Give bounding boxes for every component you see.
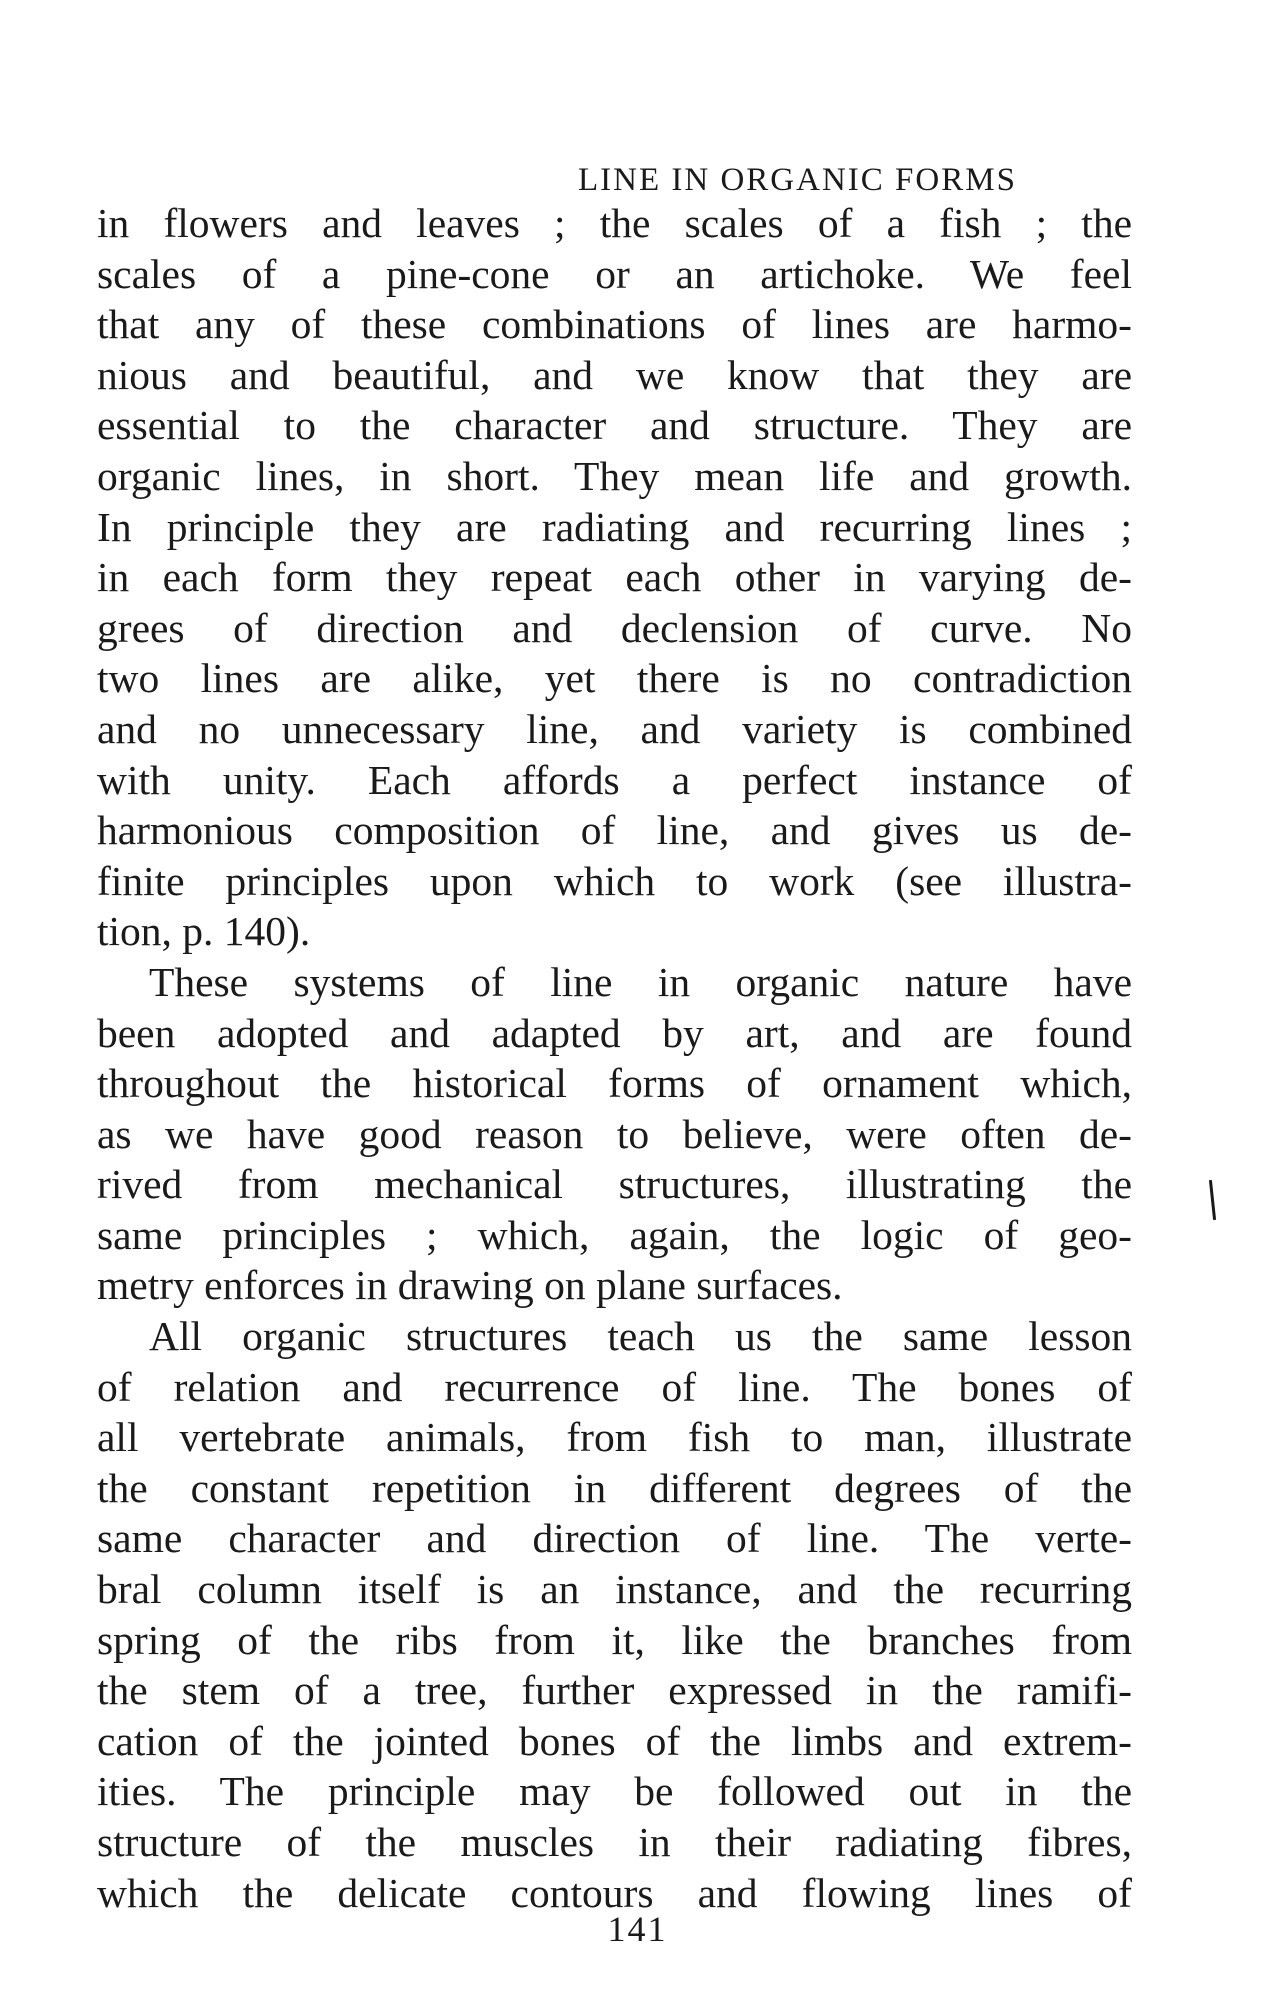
text-line: the constant repetition in different degrees of the	[97, 1464, 1132, 1511]
text-line: harmonious composition of line, and gives us de-	[97, 807, 1132, 854]
text-line: finite principles upon which to work (see illustra-	[97, 857, 1132, 904]
text-line: rived from mechanical structures, illustrating the	[97, 1161, 1132, 1208]
body-text	[97, 198, 1132, 1918]
running-head: LINE IN ORGANIC FORMS	[578, 162, 1017, 198]
text-line: throughout the historical forms of ornament which,	[97, 1060, 1132, 1107]
text-line: which the delicate contours and flowing lines of	[97, 1869, 1132, 1916]
text-line: scales of a pine-cone or an artichoke. We feel	[97, 250, 1132, 297]
text-line: same principles ; which, again, the logic of geo-	[97, 1211, 1132, 1258]
text-line: metry enforces in drawing on plane surfaces.	[97, 1262, 843, 1309]
text-line: structure of the muscles in their radiating fibres,	[97, 1819, 1132, 1865]
text-line: in flowers and leaves ; the scales of a fish ; the	[97, 200, 1132, 246]
text-line: same character and direction of line. The verte-	[97, 1515, 1132, 1562]
text-line: grees of direction and declension of curve. No	[97, 604, 1132, 651]
margin-mark	[1209, 1180, 1216, 1220]
text-line: ities. The principle may be followed out in the	[97, 1768, 1132, 1815]
text-line: as we have good reason to believe, were often de-	[97, 1110, 1132, 1157]
text-line: been adopted and adapted by art, and are found	[97, 1009, 1132, 1056]
text-line: bral column itself is an instance, and the recurring	[97, 1566, 1132, 1613]
text-line: with unity. Each affords a perfect instance of	[97, 756, 1132, 803]
page-number: 141	[607, 1909, 668, 1949]
text-line: all vertebrate animals, from fish to man, illustrate	[97, 1414, 1132, 1461]
text-line: cation of the jointed bones of the limbs and extrem-	[97, 1717, 1132, 1764]
text-line: organic lines, in short. They mean life and growth.	[97, 452, 1132, 499]
text-line: In principle they are radiating and recurring lines ;	[97, 503, 1132, 550]
text-line: in each form they repeat each other in varying de-	[97, 554, 1132, 601]
text-line: nious and beautiful, and we know that they are	[97, 351, 1132, 398]
text-line: the stem of a tree, further expressed in the ramifi-	[97, 1667, 1132, 1714]
text-line: of relation and recurrence of line. The bones of	[97, 1363, 1132, 1410]
text-line: and no unnecessary line, and variety is combined	[97, 705, 1132, 752]
text-line: two lines are alike, yet there is no contradiction	[97, 655, 1132, 702]
text-line: that any of these combinations of lines are harmo-	[97, 301, 1132, 348]
text-line: These systems of line in organic nature have	[149, 958, 1132, 1005]
text-line: tion, p. 140).	[97, 908, 311, 955]
text-line: essential to the character and structure. They are	[97, 402, 1132, 449]
text-line: spring of the ribs from it, like the branches from	[97, 1616, 1132, 1663]
text-line: All organic structures teach us the same lesson	[149, 1313, 1132, 1360]
